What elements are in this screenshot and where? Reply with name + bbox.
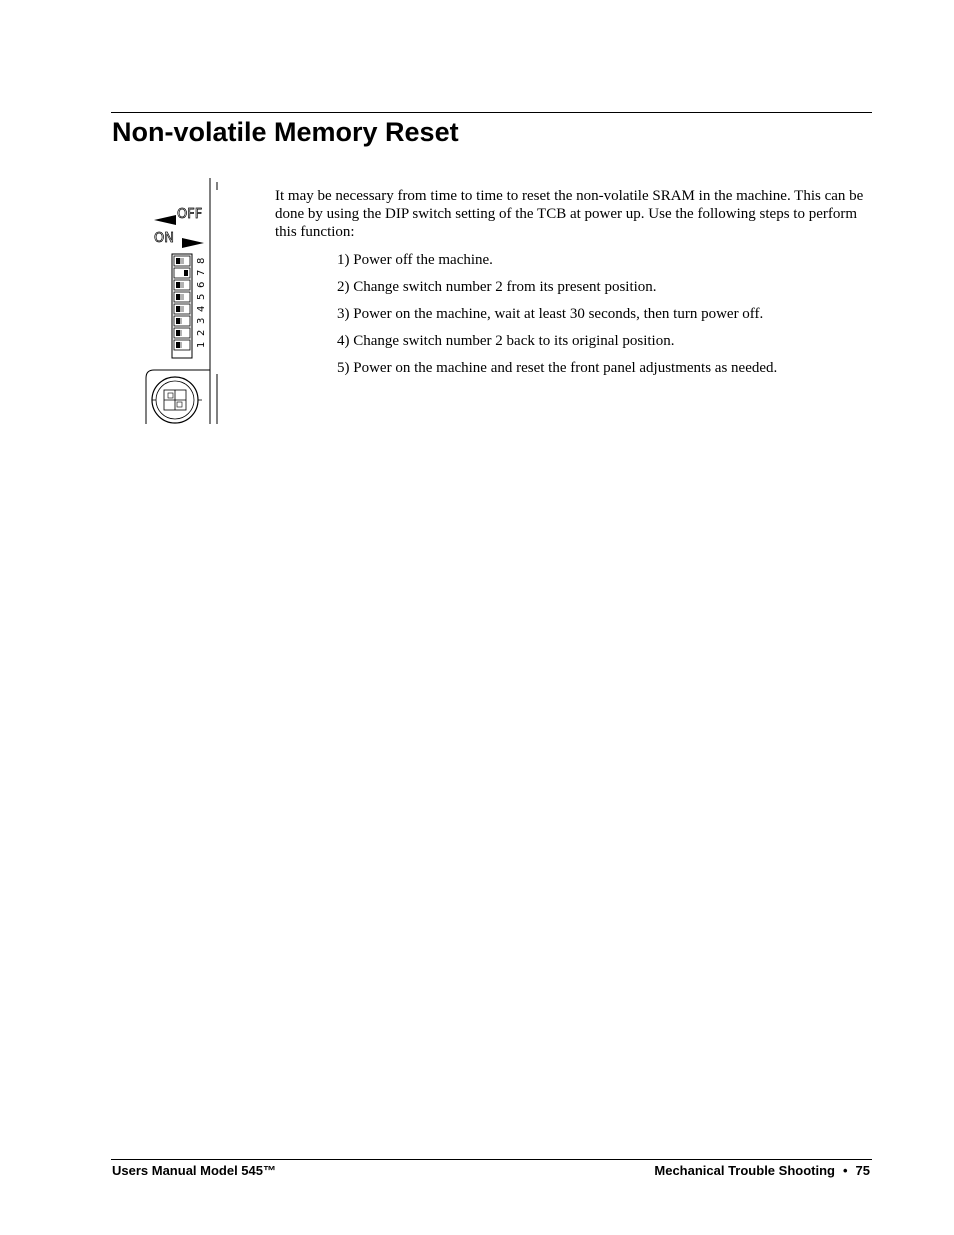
switch-number-4: 4 — [196, 305, 207, 312]
steps-list — [275, 251, 870, 377]
dip-switch-block — [172, 254, 192, 358]
switch-number-6: 6 — [196, 281, 207, 288]
dip-switch-diagram — [140, 178, 224, 426]
off-arrow-icon — [154, 215, 176, 225]
switch-number-7: 7 — [196, 269, 207, 276]
page-number: 75 — [855, 1163, 870, 1178]
page-title: Non-volatile Memory Reset — [112, 117, 459, 147]
switch-number-1: 1 — [196, 341, 207, 348]
switch-number-3: 3 — [196, 317, 207, 324]
header-rule — [111, 112, 872, 113]
step-item: 3) Power on the machine, wait at least 30 seconds, then turn power off. — [337, 306, 764, 322]
connector-icon — [146, 370, 210, 424]
footer-section-title: Mechanical Trouble Shooting — [654, 1163, 835, 1178]
footer-manual-title: Users Manual Model 545™ — [112, 1163, 276, 1178]
bullet-icon: • — [842, 1163, 848, 1178]
step-item: 1) Power off the machine. — [337, 252, 493, 268]
switch-number-8: 8 — [196, 257, 207, 264]
step-item: 4) Change switch number 2 back to its original position. — [337, 333, 675, 349]
intro-paragraph: It may be necessary from time to time to reset the non-volatile SRAM in the machine. This can be done by using the DIP switch setting of the TCB at power up. Use the following steps to perform this function: — [275, 188, 864, 240]
off-label: OFF — [177, 207, 203, 222]
instructions — [275, 187, 870, 386]
on-label: ON — [154, 231, 174, 246]
footer-page-info — [654, 1162, 870, 1180]
footer-rule — [111, 1159, 872, 1160]
switch-number-2: 2 — [196, 329, 207, 336]
step-item: 2) Change switch number 2 from its present position. — [337, 279, 657, 295]
switch-number-5: 5 — [196, 293, 207, 300]
step-item: 5) Power on the machine and reset the front panel adjustments as needed. — [337, 360, 778, 376]
on-arrow-icon — [182, 238, 204, 248]
